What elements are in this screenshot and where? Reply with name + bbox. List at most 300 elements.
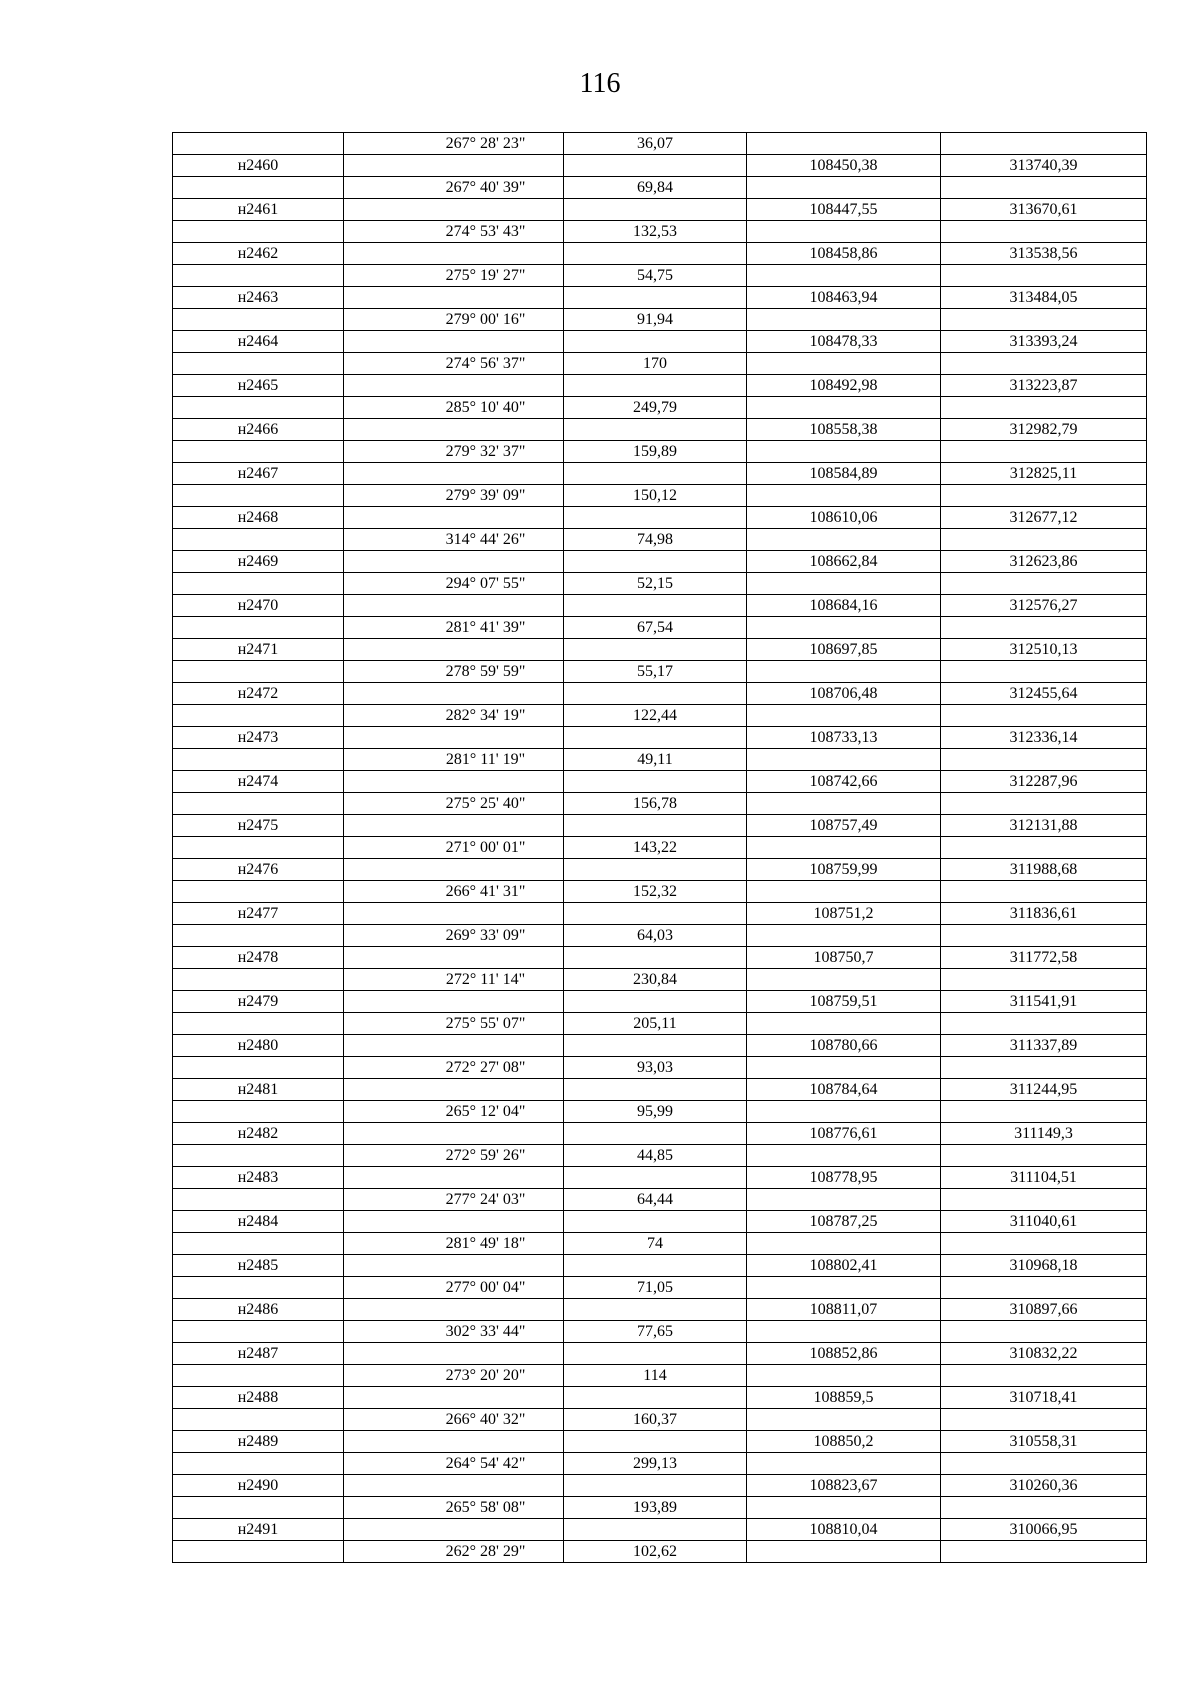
- x-coordinate-cell: [747, 1409, 941, 1431]
- table-row: [173, 617, 1147, 639]
- table-row: [173, 1255, 1147, 1277]
- distance-cell: 36,07: [564, 133, 747, 155]
- table-row: [173, 331, 1147, 353]
- angle-text: 262° 28' 29": [445, 1543, 526, 1560]
- point-cell: н2483: [173, 1167, 344, 1189]
- y-coordinate-cell: [941, 881, 1147, 903]
- x-coordinate-cell: 108750,7: [747, 947, 941, 969]
- table-row: [173, 1211, 1147, 1233]
- angle-cell: [344, 1035, 564, 1057]
- x-coordinate-cell: [747, 177, 941, 199]
- distance-cell: 77,65: [564, 1321, 747, 1343]
- table-row: [173, 1189, 1147, 1211]
- x-coordinate-cell: [747, 1277, 941, 1299]
- angle-cell: [344, 969, 564, 991]
- distance-cell: 74,98: [564, 529, 747, 551]
- x-coordinate-cell: [747, 881, 941, 903]
- angle-cell: [344, 639, 564, 661]
- x-coordinate-cell: 108802,41: [747, 1255, 941, 1277]
- angle-cell: [344, 419, 564, 441]
- x-coordinate-cell: [747, 133, 941, 155]
- angle-text: 271° 00' 01": [445, 839, 526, 856]
- x-coordinate-cell: 108751,2: [747, 903, 941, 925]
- angle-text: 275° 55' 07": [445, 1015, 526, 1032]
- angle-cell: [344, 1233, 564, 1255]
- distance-cell: 95,99: [564, 1101, 747, 1123]
- angle-text: 267° 40' 39": [445, 179, 526, 196]
- table-row: [173, 705, 1147, 727]
- point-cell: н2473: [173, 727, 344, 749]
- angle-text: 275° 19' 27": [445, 267, 526, 284]
- table-row: [173, 683, 1147, 705]
- y-coordinate-cell: 311040,61: [941, 1211, 1147, 1233]
- distance-cell: [564, 683, 747, 705]
- y-coordinate-cell: [941, 749, 1147, 771]
- angle-text: 279° 32' 37": [445, 443, 526, 460]
- table-row: [173, 507, 1147, 529]
- angle-text: 279° 39' 09": [445, 487, 526, 504]
- x-coordinate-cell: 108447,55: [747, 199, 941, 221]
- angle-cell: [344, 1123, 564, 1145]
- x-coordinate-cell: 108610,06: [747, 507, 941, 529]
- y-coordinate-cell: 311149,3: [941, 1123, 1147, 1145]
- point-cell: н2486: [173, 1299, 344, 1321]
- distance-cell: [564, 947, 747, 969]
- table-row: [173, 1453, 1147, 1475]
- distance-cell: [564, 1343, 747, 1365]
- y-coordinate-cell: 312131,88: [941, 815, 1147, 837]
- distance-cell: [564, 1167, 747, 1189]
- angle-cell: [344, 925, 564, 947]
- x-coordinate-cell: [747, 221, 941, 243]
- y-coordinate-cell: 310558,31: [941, 1431, 1147, 1453]
- distance-cell: 102,62: [564, 1541, 747, 1563]
- x-coordinate-cell: 108584,89: [747, 463, 941, 485]
- y-coordinate-cell: [941, 177, 1147, 199]
- angle-cell: [344, 1277, 564, 1299]
- angle-cell: [344, 1453, 564, 1475]
- angle-cell: [344, 1497, 564, 1519]
- point-cell: [173, 529, 344, 551]
- table-row: [173, 441, 1147, 463]
- angle-cell: [344, 727, 564, 749]
- table-row: [173, 1321, 1147, 1343]
- point-cell: н2490: [173, 1475, 344, 1497]
- angle-cell: [344, 1365, 564, 1387]
- x-coordinate-cell: 108478,33: [747, 331, 941, 353]
- y-coordinate-cell: [941, 1365, 1147, 1387]
- x-coordinate-cell: 108784,64: [747, 1079, 941, 1101]
- distance-cell: 152,32: [564, 881, 747, 903]
- angle-cell: [344, 1167, 564, 1189]
- x-coordinate-cell: [747, 1541, 941, 1563]
- angle-text: 264° 54' 42": [445, 1455, 526, 1472]
- angle-text: 273° 20' 20": [445, 1367, 526, 1384]
- y-coordinate-cell: 310260,36: [941, 1475, 1147, 1497]
- page-number: 116: [579, 68, 621, 99]
- point-cell: н2460: [173, 155, 344, 177]
- x-coordinate-cell: 108759,99: [747, 859, 941, 881]
- angle-cell: [344, 1409, 564, 1431]
- y-coordinate-cell: [941, 1321, 1147, 1343]
- angle-cell: [344, 661, 564, 683]
- point-cell: н2481: [173, 1079, 344, 1101]
- y-coordinate-cell: [941, 1189, 1147, 1211]
- angle-cell: [344, 243, 564, 265]
- distance-cell: 55,17: [564, 661, 747, 683]
- x-coordinate-cell: 108492,98: [747, 375, 941, 397]
- point-cell: [173, 265, 344, 287]
- x-coordinate-cell: [747, 1145, 941, 1167]
- point-cell: [173, 793, 344, 815]
- table-row: [173, 1079, 1147, 1101]
- angle-cell: [344, 815, 564, 837]
- x-coordinate-cell: [747, 485, 941, 507]
- distance-cell: [564, 331, 747, 353]
- table-row: [173, 1519, 1147, 1541]
- y-coordinate-cell: 311337,89: [941, 1035, 1147, 1057]
- x-coordinate-cell: [747, 1233, 941, 1255]
- point-cell: [173, 1453, 344, 1475]
- angle-text: 274° 56' 37": [445, 355, 526, 372]
- y-coordinate-cell: 313740,39: [941, 155, 1147, 177]
- distance-cell: [564, 1475, 747, 1497]
- y-coordinate-cell: [941, 397, 1147, 419]
- angle-cell: [344, 837, 564, 859]
- distance-cell: 91,94: [564, 309, 747, 331]
- table-row: [173, 1497, 1147, 1519]
- point-cell: н2466: [173, 419, 344, 441]
- point-cell: н2465: [173, 375, 344, 397]
- angle-cell: [344, 705, 564, 727]
- point-cell: [173, 1057, 344, 1079]
- distance-cell: [564, 1299, 747, 1321]
- table-row: [173, 397, 1147, 419]
- y-coordinate-cell: 312336,14: [941, 727, 1147, 749]
- distance-cell: 64,44: [564, 1189, 747, 1211]
- distance-cell: [564, 551, 747, 573]
- table-row: [173, 221, 1147, 243]
- y-coordinate-cell: 313670,61: [941, 199, 1147, 221]
- point-cell: н2475: [173, 815, 344, 837]
- distance-cell: [564, 507, 747, 529]
- angle-text: 277° 00' 04": [445, 1279, 526, 1296]
- distance-cell: 193,89: [564, 1497, 747, 1519]
- table-row: [173, 1475, 1147, 1497]
- point-cell: н2478: [173, 947, 344, 969]
- angle-text: 281° 11' 19": [445, 751, 526, 768]
- y-coordinate-cell: [941, 1409, 1147, 1431]
- point-cell: [173, 1145, 344, 1167]
- table-row: [173, 199, 1147, 221]
- y-coordinate-cell: [941, 1013, 1147, 1035]
- distance-cell: [564, 463, 747, 485]
- y-coordinate-cell: 313393,24: [941, 331, 1147, 353]
- y-coordinate-cell: 310968,18: [941, 1255, 1147, 1277]
- distance-cell: [564, 991, 747, 1013]
- angle-cell: [344, 573, 564, 595]
- angle-cell: [344, 1255, 564, 1277]
- y-coordinate-cell: 312287,96: [941, 771, 1147, 793]
- point-cell: [173, 925, 344, 947]
- point-cell: н2462: [173, 243, 344, 265]
- angle-text: 302° 33' 44": [445, 1323, 526, 1340]
- distance-cell: 74: [564, 1233, 747, 1255]
- y-coordinate-cell: [941, 1453, 1147, 1475]
- x-coordinate-cell: 108684,16: [747, 595, 941, 617]
- point-cell: [173, 617, 344, 639]
- y-coordinate-cell: 312982,79: [941, 419, 1147, 441]
- point-cell: [173, 485, 344, 507]
- angle-cell: [344, 1387, 564, 1409]
- angle-cell: [344, 771, 564, 793]
- table-row: [173, 529, 1147, 551]
- x-coordinate-cell: 108742,66: [747, 771, 941, 793]
- distance-cell: 249,79: [564, 397, 747, 419]
- table-row: [173, 375, 1147, 397]
- x-coordinate-cell: 108859,5: [747, 1387, 941, 1409]
- point-cell: [173, 1409, 344, 1431]
- angle-text: 269° 33' 09": [445, 927, 526, 944]
- x-coordinate-cell: 108463,94: [747, 287, 941, 309]
- point-cell: н2491: [173, 1519, 344, 1541]
- table-row: [173, 1057, 1147, 1079]
- angle-text: 265° 58' 08": [445, 1499, 526, 1516]
- y-coordinate-cell: [941, 1057, 1147, 1079]
- table-row: [173, 1431, 1147, 1453]
- angle-cell: [344, 947, 564, 969]
- angle-cell: [344, 177, 564, 199]
- angle-text: 266° 41' 31": [445, 883, 526, 900]
- point-cell: н2471: [173, 639, 344, 661]
- x-coordinate-cell: 108852,86: [747, 1343, 941, 1365]
- angle-cell: [344, 133, 564, 155]
- table-row: [173, 1123, 1147, 1145]
- angle-cell: [344, 683, 564, 705]
- point-cell: н2482: [173, 1123, 344, 1145]
- angle-cell: [344, 1519, 564, 1541]
- table-row: [173, 353, 1147, 375]
- distance-cell: [564, 1255, 747, 1277]
- angle-cell: [344, 529, 564, 551]
- point-cell: [173, 837, 344, 859]
- table-row: [173, 1343, 1147, 1365]
- point-cell: н2467: [173, 463, 344, 485]
- table-row: [173, 133, 1147, 155]
- y-coordinate-cell: [941, 265, 1147, 287]
- angle-cell: [344, 793, 564, 815]
- y-coordinate-cell: 311244,95: [941, 1079, 1147, 1101]
- coordinates-table: [172, 132, 1147, 1563]
- x-coordinate-cell: 108787,25: [747, 1211, 941, 1233]
- distance-cell: [564, 375, 747, 397]
- y-coordinate-cell: 312825,11: [941, 463, 1147, 485]
- x-coordinate-cell: 108558,38: [747, 419, 941, 441]
- point-cell: н2487: [173, 1343, 344, 1365]
- x-coordinate-cell: [747, 749, 941, 771]
- y-coordinate-cell: 311104,51: [941, 1167, 1147, 1189]
- distance-cell: 230,84: [564, 969, 747, 991]
- distance-cell: [564, 199, 747, 221]
- y-coordinate-cell: [941, 661, 1147, 683]
- x-coordinate-cell: 108759,51: [747, 991, 941, 1013]
- x-coordinate-cell: [747, 793, 941, 815]
- distance-cell: 49,11: [564, 749, 747, 771]
- point-cell: н2468: [173, 507, 344, 529]
- y-coordinate-cell: [941, 1541, 1147, 1563]
- x-coordinate-cell: 108810,04: [747, 1519, 941, 1541]
- distance-cell: 159,89: [564, 441, 747, 463]
- distance-cell: [564, 595, 747, 617]
- point-cell: [173, 1497, 344, 1519]
- x-coordinate-cell: 108757,49: [747, 815, 941, 837]
- x-coordinate-cell: [747, 837, 941, 859]
- x-coordinate-cell: 108778,95: [747, 1167, 941, 1189]
- y-coordinate-cell: [941, 529, 1147, 551]
- table-row: [173, 661, 1147, 683]
- angle-cell: [344, 749, 564, 771]
- distance-cell: 156,78: [564, 793, 747, 815]
- y-coordinate-cell: [941, 1497, 1147, 1519]
- angle-cell: [344, 551, 564, 573]
- y-coordinate-cell: [941, 485, 1147, 507]
- x-coordinate-cell: 108811,07: [747, 1299, 941, 1321]
- angle-cell: [344, 1321, 564, 1343]
- table-row: [173, 265, 1147, 287]
- y-coordinate-cell: 311541,91: [941, 991, 1147, 1013]
- point-cell: н2472: [173, 683, 344, 705]
- x-coordinate-cell: [747, 1189, 941, 1211]
- table-row: [173, 881, 1147, 903]
- table-row: [173, 969, 1147, 991]
- table-row: [173, 1233, 1147, 1255]
- angle-cell: [344, 485, 564, 507]
- table-row: [173, 419, 1147, 441]
- point-cell: н2461: [173, 199, 344, 221]
- point-cell: н2477: [173, 903, 344, 925]
- table-row: [173, 155, 1147, 177]
- distance-cell: [564, 1387, 747, 1409]
- x-coordinate-cell: [747, 309, 941, 331]
- angle-cell: [344, 375, 564, 397]
- table-row: [173, 771, 1147, 793]
- x-coordinate-cell: 108662,84: [747, 551, 941, 573]
- angle-cell: [344, 353, 564, 375]
- x-coordinate-cell: [747, 969, 941, 991]
- y-coordinate-cell: 310832,22: [941, 1343, 1147, 1365]
- table-row: [173, 925, 1147, 947]
- distance-cell: [564, 1035, 747, 1057]
- angle-text: 281° 49' 18": [445, 1235, 526, 1252]
- angle-text: 281° 41' 39": [445, 619, 526, 636]
- angle-text: 267° 28' 23": [445, 135, 526, 152]
- angle-text: 266° 40' 32": [445, 1411, 526, 1428]
- point-cell: [173, 749, 344, 771]
- x-coordinate-cell: [747, 1057, 941, 1079]
- angle-cell: [344, 1145, 564, 1167]
- y-coordinate-cell: 311772,58: [941, 947, 1147, 969]
- y-coordinate-cell: [941, 1145, 1147, 1167]
- y-coordinate-cell: 310718,41: [941, 1387, 1147, 1409]
- angle-text: 282° 34' 19": [445, 707, 526, 724]
- table-row: [173, 287, 1147, 309]
- distance-cell: 150,12: [564, 485, 747, 507]
- angle-cell: [344, 1431, 564, 1453]
- x-coordinate-cell: [747, 1101, 941, 1123]
- y-coordinate-cell: [941, 837, 1147, 859]
- y-coordinate-cell: 310066,95: [941, 1519, 1147, 1541]
- point-cell: [173, 969, 344, 991]
- x-coordinate-cell: [747, 617, 941, 639]
- table-row: [173, 1277, 1147, 1299]
- point-cell: [173, 881, 344, 903]
- x-coordinate-cell: [747, 925, 941, 947]
- x-coordinate-cell: 108733,13: [747, 727, 941, 749]
- distance-cell: [564, 243, 747, 265]
- table-row: [173, 485, 1147, 507]
- x-coordinate-cell: [747, 1453, 941, 1475]
- y-coordinate-cell: 312623,86: [941, 551, 1147, 573]
- point-cell: [173, 1189, 344, 1211]
- y-coordinate-cell: [941, 1101, 1147, 1123]
- table-row: [173, 903, 1147, 925]
- x-coordinate-cell: [747, 265, 941, 287]
- y-coordinate-cell: [941, 221, 1147, 243]
- distance-cell: 114: [564, 1365, 747, 1387]
- table-row: [173, 1013, 1147, 1035]
- x-coordinate-cell: [747, 1365, 941, 1387]
- table-row: [173, 1365, 1147, 1387]
- angle-cell: [344, 1057, 564, 1079]
- x-coordinate-cell: [747, 1321, 941, 1343]
- table-row: [173, 837, 1147, 859]
- y-coordinate-cell: 313538,56: [941, 243, 1147, 265]
- point-cell: [173, 1365, 344, 1387]
- x-coordinate-cell: [747, 529, 941, 551]
- angle-cell: [344, 881, 564, 903]
- point-cell: н2479: [173, 991, 344, 1013]
- distance-cell: [564, 771, 747, 793]
- distance-cell: 93,03: [564, 1057, 747, 1079]
- table-row: [173, 573, 1147, 595]
- angle-text: 314° 44' 26": [445, 531, 526, 548]
- y-coordinate-cell: 312677,12: [941, 507, 1147, 529]
- x-coordinate-cell: [747, 353, 941, 375]
- y-coordinate-cell: [941, 573, 1147, 595]
- y-coordinate-cell: [941, 309, 1147, 331]
- x-coordinate-cell: 108850,2: [747, 1431, 941, 1453]
- point-cell: н2470: [173, 595, 344, 617]
- angle-text: 272° 27' 08": [445, 1059, 526, 1076]
- point-cell: н2488: [173, 1387, 344, 1409]
- angle-cell: [344, 1541, 564, 1563]
- table-row: [173, 463, 1147, 485]
- y-coordinate-cell: [941, 969, 1147, 991]
- distance-cell: [564, 1123, 747, 1145]
- table-row: [173, 1145, 1147, 1167]
- table-row: [173, 991, 1147, 1013]
- point-cell: [173, 1321, 344, 1343]
- angle-cell: [344, 441, 564, 463]
- y-coordinate-cell: [941, 133, 1147, 155]
- distance-cell: [564, 1431, 747, 1453]
- table-row: [173, 1035, 1147, 1057]
- angle-cell: [344, 903, 564, 925]
- angle-cell: [344, 309, 564, 331]
- table-row: [173, 177, 1147, 199]
- point-cell: н2480: [173, 1035, 344, 1057]
- angle-cell: [344, 1299, 564, 1321]
